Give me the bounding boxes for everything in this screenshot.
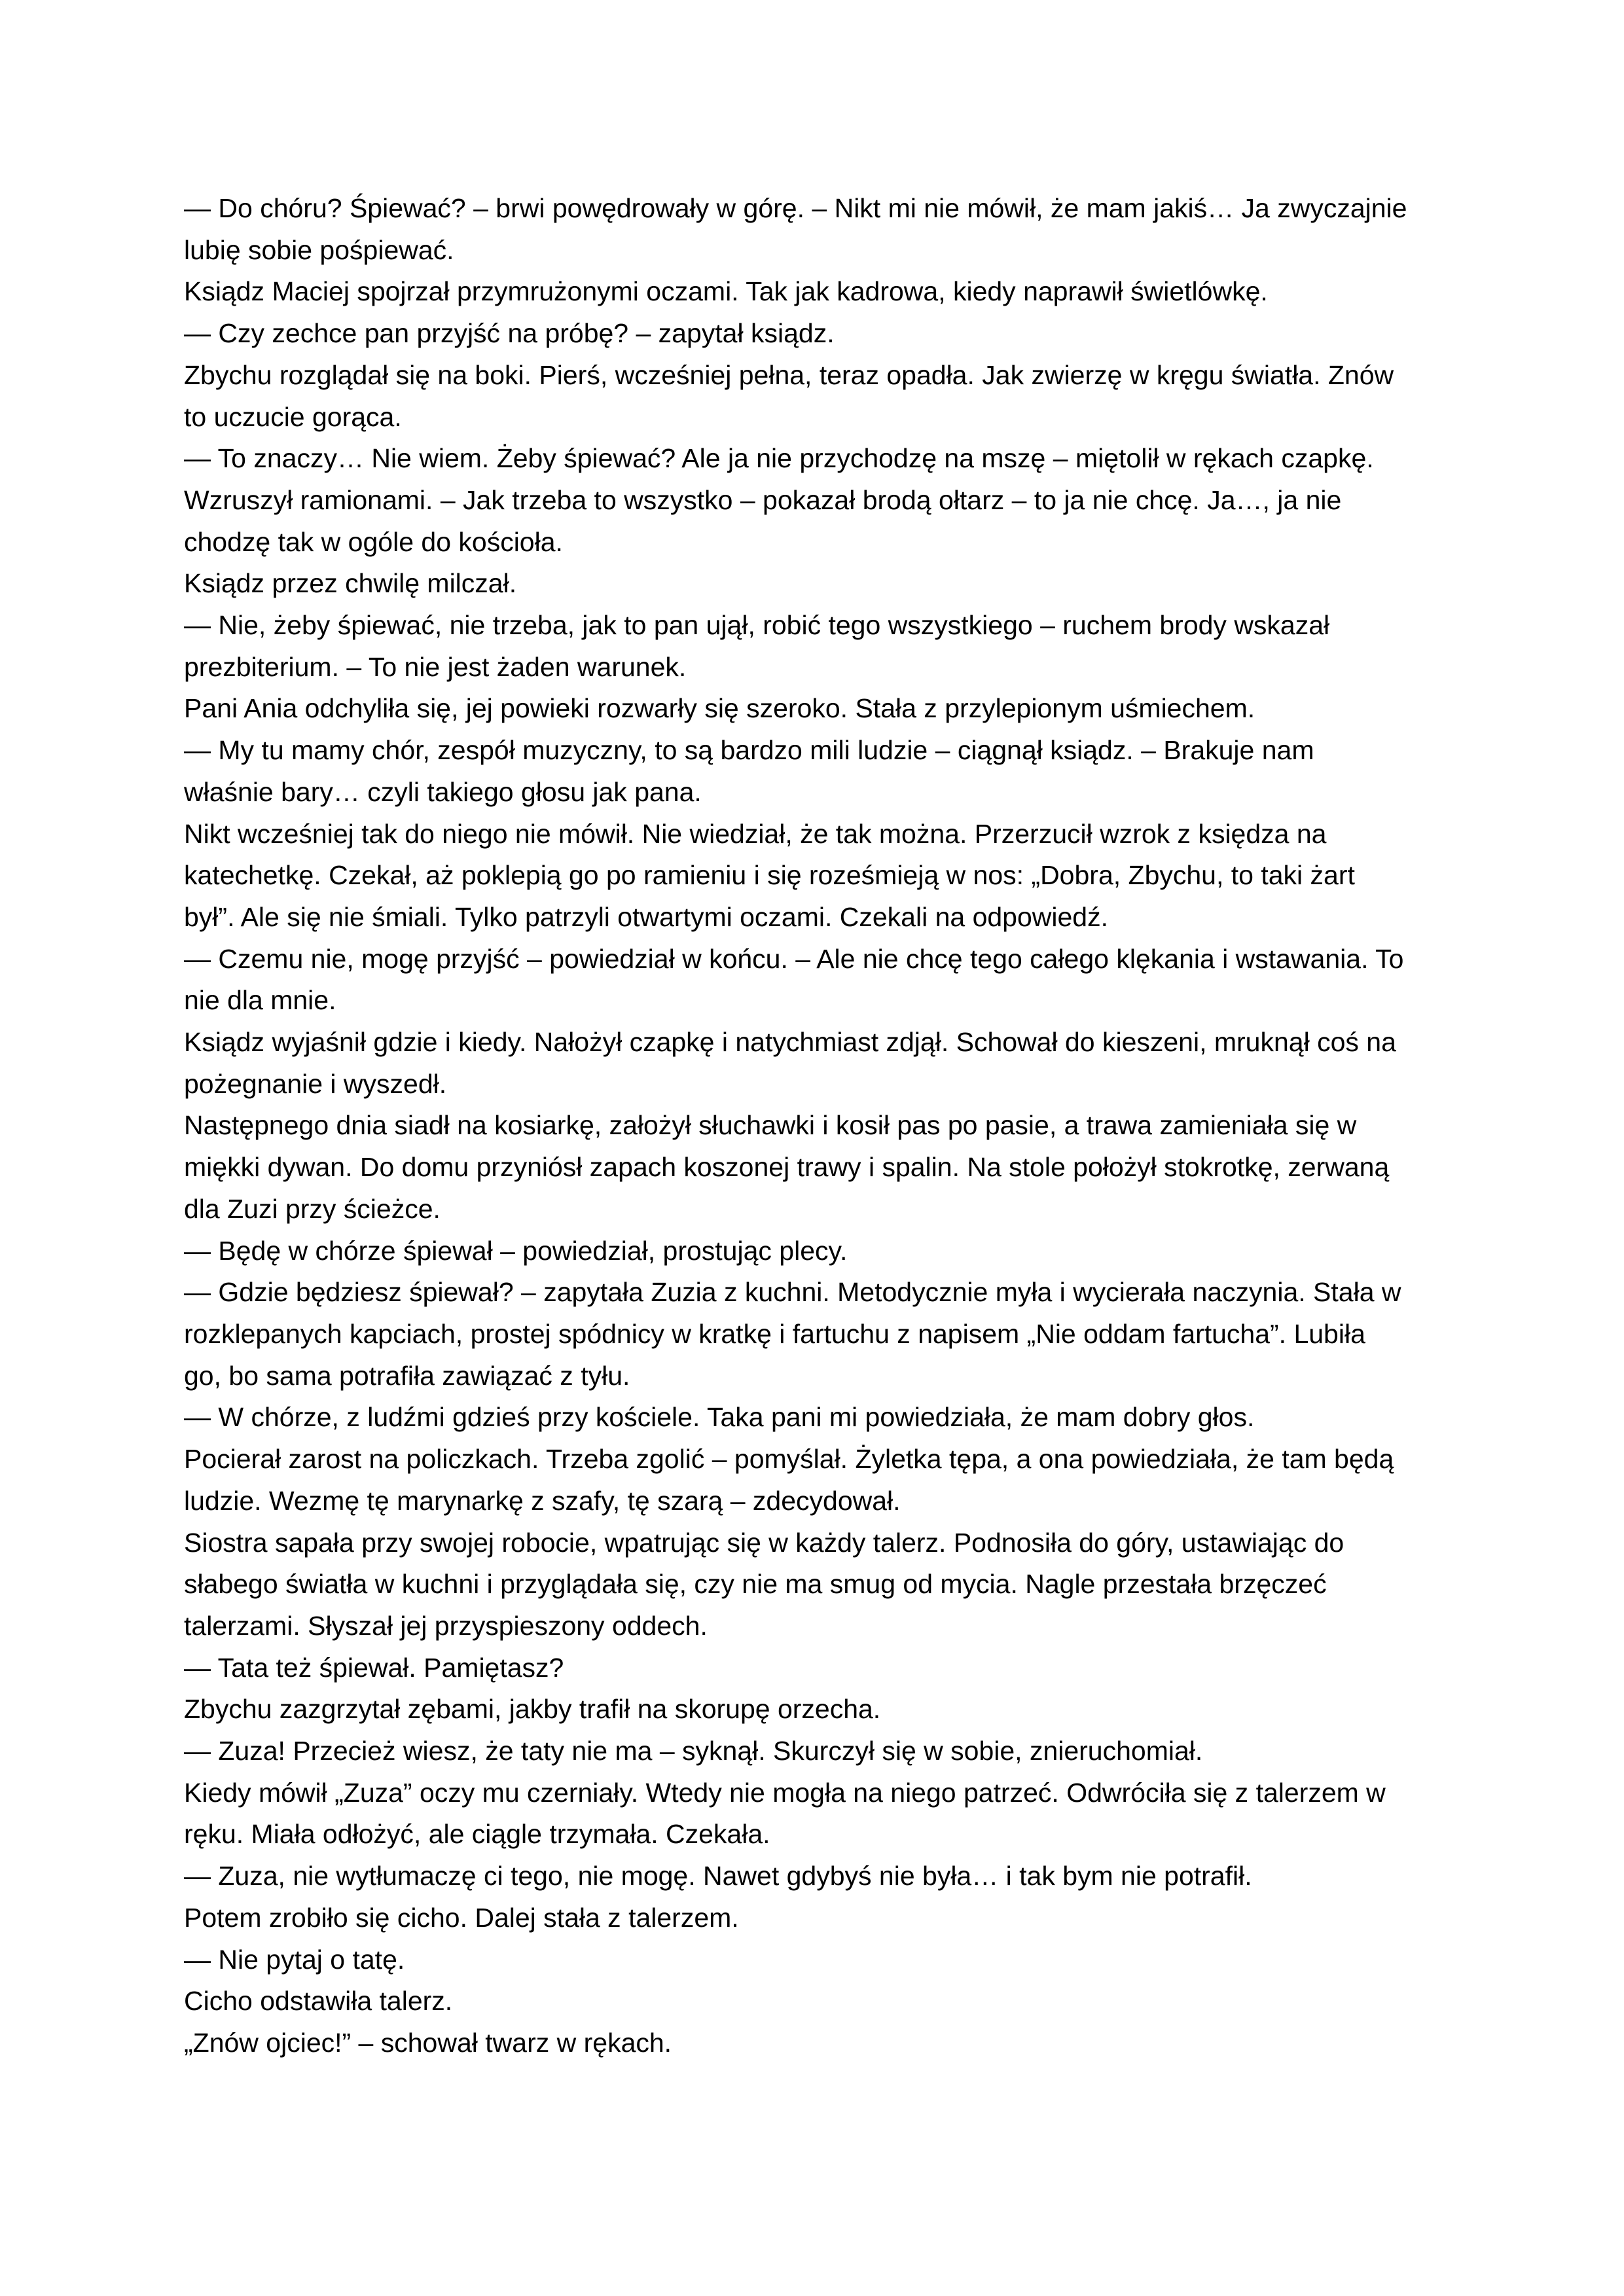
text-line: talerzami. Słyszał jej przyspieszony oddech.	[184, 1610, 708, 1641]
text-line: lubię sobie pośpiewać.	[184, 234, 454, 265]
text-line: — Zuza, nie wytłumaczę ci tego, nie mogę. Nawet gdybyś nie była… i tak bym nie potrafił.	[184, 1861, 1252, 1892]
text-line: — Czy zechce pan przyjść na próbę? – zapytał ksiądz.	[184, 318, 835, 349]
text-line: ręku. Miała odłożyć, ale ciągle trzymała. Czekała.	[184, 1819, 770, 1850]
text-line: Zbychu zazgrzytał zębami, jakby trafił na skorupę orzecha.	[184, 1694, 881, 1725]
text-line: ludzie. Wezmę tę marynarkę z szafy, tę szarą – zdecydował.	[184, 1485, 901, 1516]
text-line: nie dla mnie.	[184, 985, 336, 1016]
text-line: Pani Ania odchyliła się, jej powieki rozwarły się szeroko. Stała z przylepionym uśmiechem.	[184, 693, 1255, 724]
text-line: miękki dywan. Do domu przyniósł zapach koszonej trawy i spalin. Na stole położył stokrotkę, zerwaną	[184, 1152, 1390, 1183]
text-line: „Znów ojciec!” – schował twarz w rękach.	[184, 2027, 672, 2058]
text-line: pożegnanie i wyszedł.	[184, 1068, 447, 1099]
text-line: Ksiądz Maciej spojrzał przymrużonymi oczami. Tak jak kadrowa, kiedy naprawił świetlówkę.	[184, 276, 1268, 307]
text-line: właśnie bary… czyli takiego głosu jak pana.	[184, 776, 702, 807]
text-line: Pocierał zarost na policzkach. Trzeba zgolić – pomyślał. Żyletka tępa, a ona powiedziała, że tam będą	[184, 1444, 1394, 1475]
text-line: Zbychu rozglądał się na boki. Pierś, wcześniej pełna, teraz opadła. Jak zwierzę w kręgu światła. Znów	[184, 359, 1394, 390]
text-line: rozklepanych kapciach, prostej spódnicy w kratkę i fartuchu z napisem „Nie oddam fartucha”. Lubiła	[184, 1318, 1365, 1349]
text-line: katechetkę. Czekał, aż poklepią go po ramieniu i się roześmieją w nos: „Dobra, Zbychu, to taki żart	[184, 860, 1355, 891]
text-line: — Do chóru? Śpiewać? – brwi powędrowały w górę. – Nikt mi nie mówił, że mam jakiś… Ja zwyczajnie	[184, 193, 1407, 223]
text-line: — Nie, żeby śpiewać, nie trzeba, jak to pan ujął, robić tego wszystkiego – ruchem brody wskazał	[184, 610, 1330, 641]
text-line: dla Zuzi przy ścieżce.	[184, 1193, 441, 1224]
text-line: Następnego dnia siadł na kosiarkę, założył słuchawki i kosił pas po pasie, a trawa zamieniała się w	[184, 1110, 1357, 1141]
text-line: słabego światła w kuchni i przyglądała się, czy nie ma smug od mycia. Nagle przestała brzęczeć	[184, 1569, 1327, 1600]
text-line: Siostra sapała przy swojej robocie, wpatrując się w każdy talerz. Podnosiła do góry, ustawiając do	[184, 1527, 1344, 1558]
text-line: Cicho odstawiła talerz.	[184, 1986, 453, 2017]
text-line: — To znaczy… Nie wiem. Żeby śpiewać? Ale ja nie przychodzę na mszę – miętolił w rękach czapkę.	[184, 443, 1374, 474]
text-line: Kiedy mówił „Zuza” oczy mu czerniały. Wtedy nie mogła na niego patrzeć. Odwróciła się z talerzem w	[184, 1777, 1386, 1808]
text-line: — Nie pytaj o tatę.	[184, 1944, 405, 1975]
story-text	[184, 188, 1467, 2064]
text-line: Potem zrobiło się cicho. Dalej stała z talerzem.	[184, 1902, 739, 1933]
text-line: go, bo sama potrafiła zawiązać z tyłu.	[184, 1360, 630, 1391]
text-line: Ksiądz wyjaśnił gdzie i kiedy. Nałożył czapkę i natychmiast zdjął. Schował do kieszeni, mruknął coś na	[184, 1027, 1396, 1058]
text-line: — My tu mamy chór, zespół muzyczny, to są bardzo mili ludzie – ciągnął ksiądz. – Brakuje nam	[184, 735, 1314, 766]
text-line: — Gdzie będziesz śpiewał? – zapytała Zuzia z kuchni. Metodycznie myła i wycierała naczynia. Stała w	[184, 1277, 1401, 1308]
text-line: Nikt wcześniej tak do niego nie mówił. Nie wiedział, że tak można. Przerzucił wzrok z księdza na	[184, 818, 1327, 849]
text-line: to uczucie gorąca.	[184, 401, 402, 432]
text-line: Ksiądz przez chwilę milczał.	[184, 568, 517, 599]
text-line: — Czemu nie, mogę przyjść – powiedział w końcu. – Ale nie chcę tego całego klękania i wstawania. To	[184, 943, 1404, 974]
text-line: — Zuza! Przecież wiesz, że taty nie ma – syknął. Skurczył się w sobie, znieruchomiał.	[184, 1736, 1203, 1767]
text-line: — Tata też śpiewał. Pamiętasz?	[184, 1652, 564, 1683]
text-line: — Będę w chórze śpiewał – powiedział, prostując plecy.	[184, 1235, 848, 1266]
text-line: był”. Ale się nie śmiali. Tylko patrzyli otwartymi oczami. Czekali na odpowiedź.	[184, 901, 1108, 932]
text-line: — W chórze, z ludźmi gdzieś przy kościele. Taka pani mi powiedziała, że mam dobry głos.	[184, 1402, 1255, 1433]
text-line: chodzę tak w ogóle do kościoła.	[184, 526, 563, 557]
text-line: Wzruszył ramionami. – Jak trzeba to wszystko – pokazał brodą ołtarz – to ja nie chcę. Ja…, ja nie	[184, 484, 1342, 515]
text-line: prezbiterium. – To nie jest żaden warunek.	[184, 651, 687, 682]
